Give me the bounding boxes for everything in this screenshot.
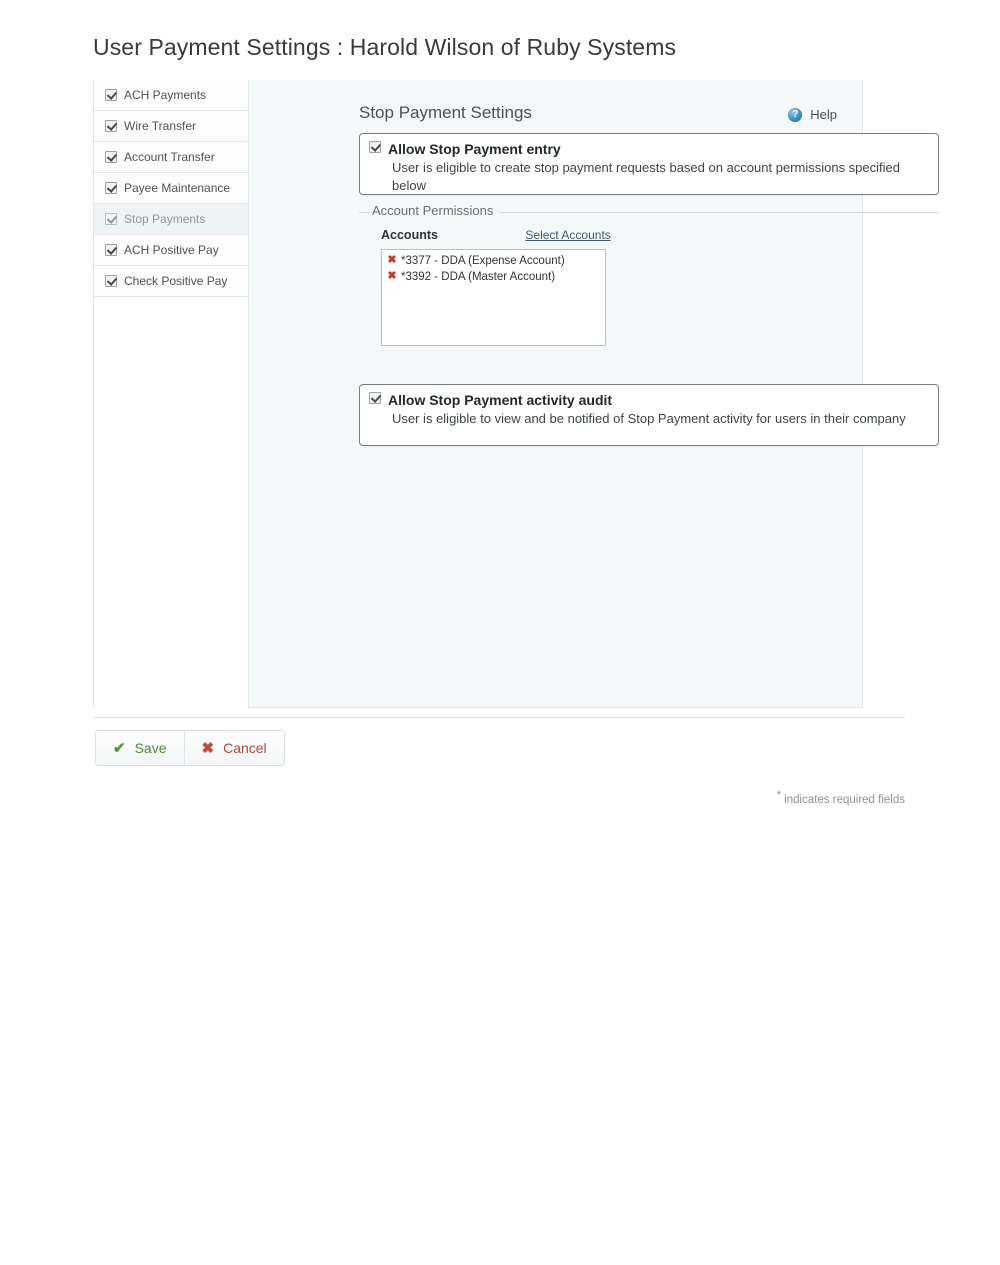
accounts-list-box[interactable]: [381, 249, 606, 346]
sidebar-item-ach-payments[interactable]: [94, 80, 248, 111]
sidebar-item-label: ACH Payments: [124, 88, 207, 102]
sidebar-item-label: Payee Maintenance: [124, 181, 231, 195]
content-area: [249, 80, 906, 707]
card-title: Allow Stop Payment activity audit: [388, 392, 613, 408]
list-item[interactable]: [386, 253, 601, 268]
checkbox-icon[interactable]: [105, 213, 117, 225]
sidebar-item-check-positive-pay[interactable]: [94, 266, 248, 297]
required-note-text: indicates required fields: [784, 793, 905, 806]
checkbox-icon[interactable]: [105, 182, 117, 194]
allow-stop-payment-activity-audit-card: [359, 384, 939, 446]
accounts-label: Accounts: [381, 228, 438, 242]
help-icon[interactable]: ?: [788, 108, 802, 122]
checkbox-icon[interactable]: [105, 151, 117, 163]
card-header: [360, 385, 938, 408]
footer-divider: [93, 717, 905, 718]
account-permissions-body: [381, 226, 611, 346]
action-button-group: [95, 730, 285, 766]
account-label: *3377 - DDA (Expense Account): [401, 254, 565, 267]
check-icon: ✔: [113, 740, 126, 757]
checkbox-icon[interactable]: [105, 120, 117, 132]
remove-icon[interactable]: ✖: [387, 254, 397, 266]
card-description: User is eligible to create stop payment requests based on account permissions specified below: [392, 160, 900, 193]
sidebar-item-label: Stop Payments: [124, 212, 206, 226]
allow-stop-payment-entry-checkbox[interactable]: [369, 141, 381, 153]
sidebar-item-account-transfer[interactable]: [94, 142, 248, 173]
checkbox-icon[interactable]: [105, 89, 117, 101]
settings-panel: [93, 80, 906, 708]
card-title: Allow Stop Payment entry: [388, 141, 561, 157]
save-button-label: Save: [134, 740, 167, 756]
select-accounts-link[interactable]: Select Accounts: [525, 228, 611, 242]
close-icon: ✖: [201, 740, 215, 757]
allow-stop-payment-entry-card: [359, 133, 939, 195]
required-asterisk: *: [776, 789, 781, 801]
card-header: [360, 134, 938, 157]
account-label: *3392 - DDA (Master Account): [401, 270, 556, 283]
sidebar-item-label: ACH Positive Pay: [124, 243, 219, 257]
account-permissions-legend: Account Permissions: [372, 203, 500, 218]
sidebar-item-label: Account Transfer: [124, 150, 215, 164]
remove-icon[interactable]: ✖: [387, 270, 397, 282]
allow-stop-payment-activity-audit-checkbox[interactable]: [369, 392, 381, 404]
page-title: User Payment Settings : Harold Wilson of Ruby Systems: [93, 34, 677, 60]
account-permissions-block: [359, 203, 939, 366]
list-item[interactable]: [386, 269, 601, 284]
cancel-button-label: Cancel: [223, 740, 267, 756]
checkbox-icon[interactable]: [105, 275, 117, 287]
help-link[interactable]: [788, 107, 837, 122]
card-description: User is eligible to view and be notified of Stop Payment activity for users in their company: [392, 411, 906, 426]
checkbox-icon[interactable]: [105, 244, 117, 256]
sidebar: [94, 80, 249, 708]
sidebar-item-wire-transfer[interactable]: [94, 111, 248, 142]
sidebar-item-label: Check Positive Pay: [124, 274, 228, 288]
section-title: Stop Payment Settings: [359, 103, 532, 122]
required-fields-note: [777, 789, 905, 806]
sidebar-item-ach-positive-pay[interactable]: [94, 235, 248, 266]
cancel-button[interactable]: [184, 731, 284, 765]
sidebar-item-stop-payments[interactable]: [94, 204, 248, 235]
save-button[interactable]: [96, 731, 184, 765]
sidebar-item-payee-maintenance[interactable]: [94, 173, 248, 204]
sidebar-item-label: Wire Transfer: [124, 119, 197, 133]
help-label: Help: [810, 107, 837, 122]
